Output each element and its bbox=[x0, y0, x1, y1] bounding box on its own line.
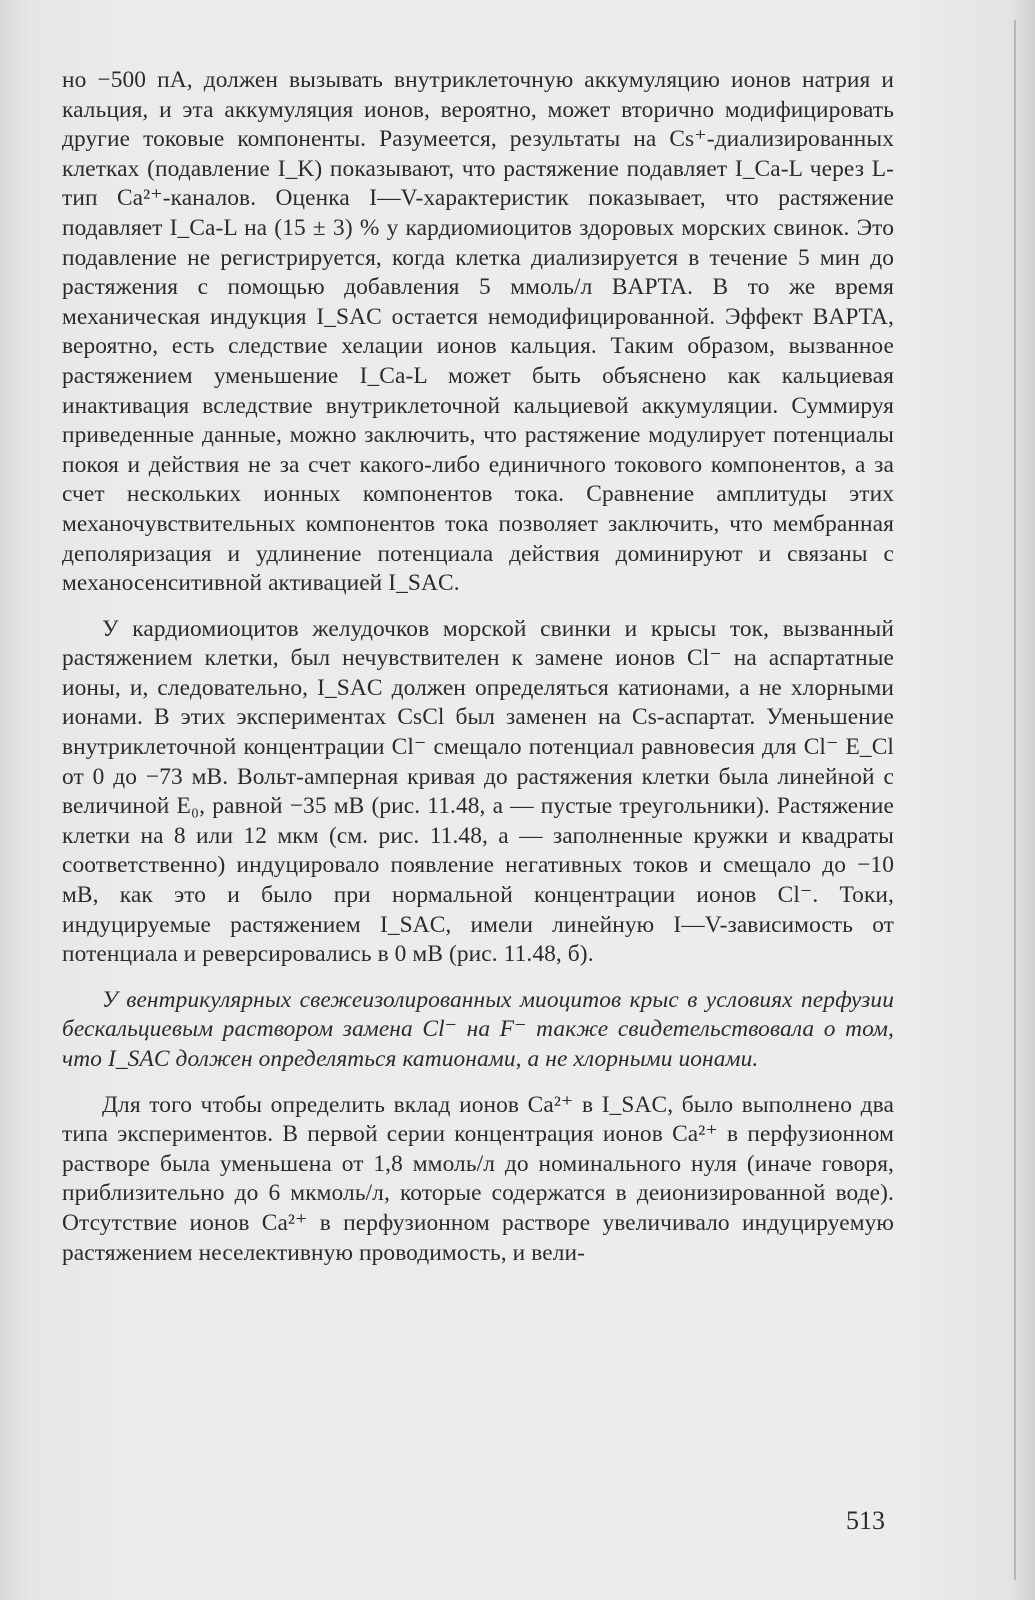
page-number: 513 bbox=[846, 1506, 885, 1535]
paragraph-2: У кардиомиоцитов желудочков морской свинки и крысы ток, вызванный растяжением клетки, был нечувствителен к замене ионов Cl⁻ на аспартатные ионы, и, следовательно, I_SAC должен определяться катионами, а не хлорными ионами. В этих экспериментах CsCl был заменен на Cs-аспартат. Уменьшение внутриклеточной концентрации Cl⁻ смещало потенциал равновесия для Cl⁻ E_Cl от 0 до −73 мВ. Вольт-амперная кривая до растяжения клетки была линейной с величиной E₀, равной −35 мВ (рис. 11.48, а — пустые треугольники). Растяжение клетки на 8 или 12 мкм (см. рис. 11.48, а — заполненные кружки и квадраты соответственно) индуцировало появление негативных токов и смещало до −10 мВ, как это и было при нормальной концентрации ионов Cl⁻. Токи, индуцируемые растяжением I_SAC, имели линейную I—V-зависимость от потенциала и реверсировались в 0 мВ (рис. 11.48, б). bbox=[62, 615, 894, 968]
paragraph-4: Для того чтобы определить вклад ионов Ca²⁺ в I_SAC, было выполнено два типа экспериментов. В первой серии концентрация ионов Ca²⁺ в перфузионном растворе была уменьшена от 1,8 ммоль/л до номинального нуля (иначе говоря, приблизительно до 6 мкмоль/л, которые содержатся в деионизированной воде). Отсутствие ионов Ca²⁺ в перфузионном растворе увеличивало индуцируемую растяжением неселективную проводимость, и вели- bbox=[62, 1091, 894, 1266]
page-edge-shadow bbox=[1014, 20, 1016, 1580]
paragraph-1: но −500 пА, должен вызывать внутриклеточную аккумуляцию ионов натрия и кальция, и эта аккумуляция ионов, вероятно, может вторично модифицировать другие токовые компоненты. Разумеется, результаты на Cs⁺-диализированных клетках (подавление I_K) показывают, что растяжение подавляет I_Ca-L через L-тип Ca²⁺-каналов. Оценка I—V-характеристик показывает, что растяжение подавляет I_Ca-L на (15 ± 3) % у кардиомиоцитов здоровых морских свинок. Это подавление не регистрируется, когда клетка диализируется в течение 5 мин до растяжения с помощью добавления 5 ммоль/л BAPTA. В то же время механическая индукция I_SAC остается немодифицированной. Эффект BAPTA, вероятно, есть следствие хелации ионов кальция. Таким образом, вызванное растяжением уменьшение I_Ca-L может быть объяснено как кальциевая инактивация вследствие внутриклеточной кальциевой аккумуляции. Суммируя приведенные данные, можно заключить, что растяжение модулирует потенциалы покоя и действия не за счет какого-либо единичного токового компонентов, а за счет нескольких ионных компонентов тока. Сравнение амплитуды этих механочувствительных компонентов тока позволяет заключить, что мембранная деполяризация и удлинение потенциала действия доминируют и связаны с механосенситивной активацией I_SAC. bbox=[62, 67, 894, 597]
body-text bbox=[62, 66, 894, 1268]
paragraph-3: У вентрикулярных свежеизолированных миоцитов крыс в условиях перфузии бескальциевым раствором замена Cl⁻ на F⁻ также свидетельствовала о том, что I_SAC должен определяться катионами, а не хлорными ионами. bbox=[62, 986, 894, 1072]
